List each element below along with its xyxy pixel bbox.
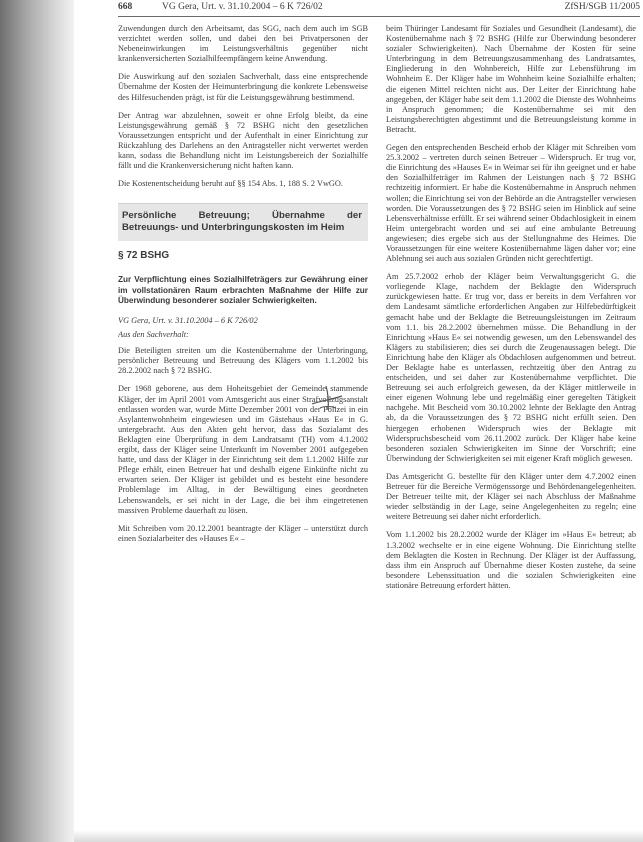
intro-paragraph: Die Auswirkung auf den sozialen Sachverhalt, dass eine entsprechende Übernahme der Kosten der Heimunterbringung die konkrete Lebensweise des Hilfesuchenden prägt, ist für die Leistungsgewährung bestimmend. <box>118 72 368 102</box>
page-number: 668 <box>118 2 133 12</box>
right-column <box>386 24 636 824</box>
section-title: Aus den Sachverhalt: <box>118 330 189 340</box>
decision-heading: Persönliche Betreuung; Übernahme der Betreuungs- und Unterbringungskosten im Heim <box>122 210 362 233</box>
handwritten-pen-mark <box>306 384 350 412</box>
body-paragraph: beim Thüringer Landesamt für Soziales und Gesundheit (Landesamt), die Kostenübernahme nach § 72 BSHG (Hilfe zur Überwindung besonderer sozialer Schwierigkeiten). Nach Übernahme der Kosten für seine Unterbringung in dem Betreuungszusammenhang des Landratsamtes, Eingliederung in den Wohnbereich, Hilfe zur Lebensführung im Wohnheim E. Der Kläger habe im Wohnheim keine Sozialhilfe erhalten; die eigenen Mittel reichten nicht aus. Der Leiter der Einrichtung habe angegeben, der Kläger habe seit dem 1.1.2002 die Dienste des Wohnheims in Anspruch genommen; die Kostenübernahme sei mit den Leistungsberechtigten abgestimmt und die Betreuungsleistung komme in Betracht. <box>386 24 636 134</box>
body-paragraph: Das Amtsgericht G. bestellte für den Kläger unter dem 4.7.2002 einen Betreuer für die Bereiche Vermögenssorge und Behördenangelegenheiten. Der Betreuer teilte mit, der Kläger sei nach Abschluss der Maßnahme wieder selbständig in der Lage, seine Angelegenheiten zu regeln; eine weitere Betreuung sei daher nicht erforderlich. <box>386 471 636 522</box>
page-header <box>118 2 640 17</box>
decision-heading-box <box>118 203 368 241</box>
body-paragraph: Am 25.7.2002 erhob der Kläger beim Verwaltungsgericht G. die vorliegende Klage, nachdem der Beklagte den Widerspruch zurückgewiesen hatte. Er trug vor, dass er bereits in dem Verfahren vor dem Landesamt sämtliche erforderlichen Angaben zur Hilfebedürftigkeit gemacht habe und der Beklagte die Betreuungsleistungen im Zeitraum vom 1.1. bis 28.2.2002 übernehmen müsse. Die Behandlung in der Einrichtung »Haus E« sei notwendig gewesen, um den Lebenswandel des Klägers zu stabilisieren; dies sei durch die Zeugenaussagen belegt. Die Einrichtung habe den Kläger als Obdachlosen aufgenommen und betreut. Der Beklagte habe es unterlassen, rechtzeitig über den Antrag zu entscheiden, und sei daher zur Kostenübernahme verpflichtet. Die Betreuung sei auch erfolgreich gewesen, da der Kläger mittlerweile in einer eigenen Wohnung lebe und regelmäßig einer geregelten Tätigkeit nachgehe. Mit Bescheid vom 30.10.2002 lehnte der Beklagte den Antrag ab, da die Voraussetzungen des § 72 BSHG nicht erfüllt seien. Den hiergegen erhobenen Widerspruch wies der Beklagte mit Widerspruchsbescheid vom 26.11.2002 zurück. Der Kläger habe keine besonderen sozialen Schwierigkeiten im Sinne der Vorschrift; eine Überwindung der Schwierigkeiten sei mit eigener Kraft möglich gewesen. <box>386 272 636 463</box>
intro-paragraph: Zuwendungen durch den Arbeitsamt, das SGG, nach dem auch im SGB verzichtet werden sollen, und dabei den bei Privatpersonen der Nebeneinwirkungen im Leistungsverhältnis gegenüber nicht krankenversicherten Sozialhilfeempfängern keine Anwendung. <box>118 24 368 64</box>
body-paragraph: Der 1968 geborene, aus dem Hoheitsgebiet der Gemeinde stammende Kläger, der im April 2001 vom Amtsgericht aus einer Strafvollzugsanstalt entlassen worden war, wurde Mitte Dezember 2001 von der Polizei in ein Asylantenwohnheim eingewiesen und im Gästehaus »Haus E« in G. untergebracht. Aus den Akten geht hervor, dass das Sozialamt des Beklagten eine Überprüfung in dem Landratsamt (TH) vom 4.1.2002 ergibt, dass der Kläger seine Unterkunft im November 2001 aufgegeben hatte, und dass der Kläger in der Einrichtung seit dem 1.1.2002 Hilfe zur Pflege erhält, einen Betreuer hat und deshalb eigene Einkünfte nicht zu erwarten seien. Der Kläger ist gebildet und es besteht eine besondere Problemlage im Alltag, in der Bewältigung eines geordneten Lebenswandels, er sei nicht in der Lage, die bei ihm eingetretenen massiven Probleme dauerhaft zu lösen. <box>118 384 368 515</box>
statute-reference: § 72 BSHG <box>118 250 170 262</box>
body-paragraph: Mit Schreiben vom 20.12.2001 beantragte der Kläger – unterstützt durch einen Sozialarbeiter des »Hauses E« – <box>118 523 368 543</box>
book-gutter-shadow <box>0 0 74 842</box>
running-citation: VG Gera, Urt. v. 31.10.2004 – 6 K 726/02 <box>162 2 323 12</box>
body-paragraph: Vom 1.1.2002 bis 28.2.2002 wurde der Kläger im »Haus E« betreut; ab 1.3.2002 wechselte er in eine eigene Wohnung. Die Einrichtung stellte dem Beklagten die Kosten in Rechnung. Der Kläger ist der Auffassung, dass ihm ein Anspruch auf Übernahme dieser Kosten zustehe, da seine besondere Lebenssituation und die sozialen Schwierigkeiten eine stationäre Betreuung erfordert hätten. <box>386 530 636 590</box>
body-paragraph: Die Beteiligten streiten um die Kostenübernahme der Unterbringung, persönlicher Betreuung und Betreuung des Klägers vom 1.1.2002 bis 28.2.2002 nach § 72 BSHG. <box>118 346 368 376</box>
intro-paragraph: Der Antrag war abzulehnen, soweit er ohne Erfolg bleibt, da eine Leistungsgewährung gemäß § 72 BSHG nicht den gesetzlichen Voraussetzungen entspricht und der Aufenthalt in einer Einrichtung zur Rückzahlung des Darlehens an den Antragsteller nicht verwertet werden kann, sodass die Behandlung nicht im Leistungsbereich der Sozialhilfe fällt und die Krankenversicherung nicht haften kann. <box>118 110 368 171</box>
journal-page <box>118 2 640 830</box>
page-bottom-shadow <box>74 830 643 842</box>
headnote: Zur Verpflichtung eines Sozialhilfeträgers zur Gewährung einer im vollstationären Raum erbrachten Maßnahme der Hilfe zur Überwindung besonderer sozialer Schwierigkeiten. <box>118 275 368 305</box>
body-paragraph: Gegen den entsprechenden Bescheid erhob der Kläger mit Schreiben vom 25.3.2002 – vertreten durch seinen Betreuer – Widerspruch. Er trug vor, die Einrichtung des »Hauses E« in Weimar sei für ihn geeignet und er habe den Sozialhilfeträger im Rahmen der Leistungen nach § 72 BSHG rechtzeitig informiert. Er habe die Kostenübernahme in Anspruch nehmen wollen; die Einrichtung sei von der Behörde an die Antragsteller verwiesen worden. Die Voraussetzungen des § 72 BSHG seien im Hinblick auf seine Lebensverhältnisse erfüllt. Er sei während seiner Obdachlosigkeit in einem Heim untergebracht worden und sei auf eine ambulante Betreuung angewiesen; dies ergebe sich aus der Stellungnahme des Heimes. Die Voraussetzungen für eine weitere Kostenübernahme lägen daher vor; eine Ablehnung sei auch aus sozialen Gründen nicht gerechtfertigt. <box>386 143 636 264</box>
left-column <box>118 24 368 824</box>
cost-decision-paragraph: Die Kostenentscheidung beruht auf §§ 154 Abs. 1, 188 S. 2 VwGO. <box>118 179 343 189</box>
journal-issue: ZfSH/SGB 11/2005 <box>564 2 640 12</box>
court-reference: VG Gera, Urt. v. 31.10.2004 – 6 K 726/02 <box>118 316 258 326</box>
